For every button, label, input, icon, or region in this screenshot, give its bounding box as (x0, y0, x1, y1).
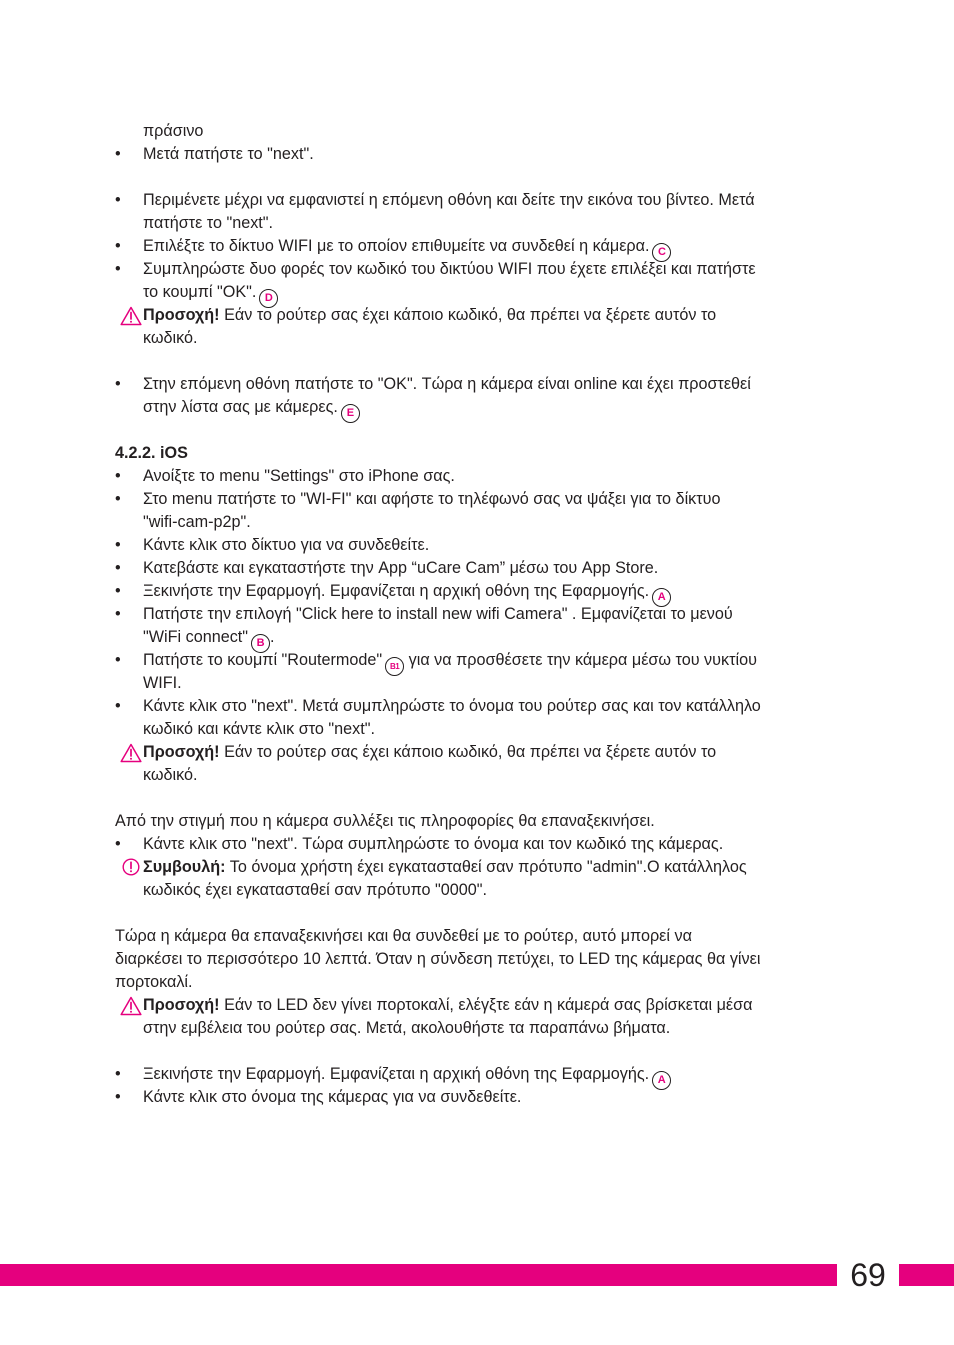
text: Εάν το LED δεν γίνει πορτοκαλί, ελέγξτε εάν η κάμερά σας βρίσκεται μέσα (219, 996, 753, 1014)
warning-label: Προσοχή! (143, 996, 220, 1014)
text-line (115, 281, 845, 304)
text: πορτοκαλί. (115, 973, 193, 991)
bullet: • (115, 490, 121, 508)
text: Εάν το ρούτερ σας έχει κάποιο κωδικό, θα πρέπει να ξέρετε αυτόν το (219, 306, 717, 324)
bullet: • (115, 651, 121, 669)
text: κωδικό. (143, 329, 198, 347)
document-body (115, 120, 845, 1109)
bullet: • (115, 605, 121, 623)
bullet-item (115, 1086, 845, 1109)
text: "wifi-cam-p2p". (143, 513, 251, 531)
warning-icon (120, 306, 142, 326)
bullet: • (115, 559, 121, 577)
text: Συμπληρώστε δυο φορές τον κωδικό του δικτύου WIFI που έχετε επιλέξει και πατήστε (143, 260, 756, 278)
bullet-item (115, 557, 845, 580)
text-line (115, 1017, 845, 1040)
bullet-item (115, 649, 845, 672)
text: Επιλέξτε το δίκτυο WIFI με το οποίον επιθυμείτε να συνδεθεί η κάμερα. (143, 237, 650, 255)
bullet-item (115, 833, 845, 856)
text: για να προσθέσετε την κάμερα μέσω του νυκτίου (404, 651, 757, 669)
text: . (270, 628, 275, 646)
bullet: • (115, 1088, 121, 1106)
text: Εάν το ρούτερ σας έχει κάποιο κωδικό, θα πρέπει να ξέρετε αυτόν το (219, 743, 717, 761)
text: Ξεκινήστε την Εφαρμογή. Εμφανίζεται η αρχική οθόνη της Εφαρμογής. (143, 582, 650, 600)
bullet: • (115, 237, 121, 255)
spacer (115, 902, 845, 925)
text-line (115, 327, 845, 350)
text: πατήστε το "next". (143, 214, 274, 232)
text: WIFI. (143, 674, 182, 692)
spacer (115, 787, 845, 810)
marker-b1: B1 (385, 657, 404, 676)
text: Πατήστε την επιλογή "Click here to install new wifi Camera" . Εμφανίζεται το μενού (143, 605, 733, 623)
text: κωδικός έχει εγκατασταθεί σαν πρότυπο "0000". (143, 881, 488, 899)
bullet: • (115, 536, 121, 554)
bullet: • (115, 697, 121, 715)
text: στην λίστα σας με κάμερες. (143, 398, 338, 416)
marker-e: E (341, 404, 360, 423)
bullet-item (115, 603, 845, 626)
marker-a: A (652, 588, 671, 607)
text-line (115, 971, 845, 994)
text-line (115, 626, 845, 649)
marker-c: C (652, 243, 671, 262)
warning-icon (120, 996, 142, 1016)
bullet-item (115, 143, 845, 166)
text-line (115, 212, 845, 235)
bullet-item (115, 189, 845, 212)
text: Πατήστε το κουμπί "Routermode" (143, 651, 383, 669)
text: Κατεβάστε και εγκαταστήστε την App “uCare Cam” μέσω του App Store. (143, 559, 659, 577)
bullet-item (115, 465, 845, 488)
text-line (115, 718, 845, 741)
text: κωδικό και κάντε κλικ στο "next". (143, 720, 375, 738)
page-number: 69 (850, 1257, 886, 1293)
bullet: • (115, 260, 121, 278)
bullet-item (115, 1063, 845, 1086)
spacer (115, 166, 845, 189)
warning-note (115, 304, 845, 327)
text: πράσινο (143, 122, 204, 140)
text: Κάντε κλικ στο όνομα της κάμερας για να συνδεθείτε. (143, 1088, 522, 1106)
text-line (115, 511, 845, 534)
bullet-item (115, 695, 845, 718)
text: στην εμβέλεια του ρούτερ σας. Μετά, ακολουθήστε τα παραπάνω βήματα. (143, 1019, 671, 1037)
text: Μετά πατήστε το "next". (143, 145, 314, 163)
text: το κουμπί "OK". (143, 283, 257, 301)
text-line (115, 810, 845, 833)
text: κωδικό. (143, 766, 198, 784)
warning-label: Προσοχή! (143, 743, 220, 761)
text: "WiFi connect" (143, 628, 249, 646)
text-line (115, 764, 845, 787)
text: Κάντε κλικ στο "next". Μετά συμπληρώστε το όνομα του ρούτερ σας και τον κατάλληλο (143, 697, 761, 715)
text: Περιμένετε μέχρι να εμφανιστεί η επόμενη οθόνη και δείτε την εικόνα του βίντεο. Μετά (143, 191, 755, 209)
bullet: • (115, 375, 121, 393)
marker-b: B (251, 634, 270, 653)
text: Ξεκινήστε την Εφαρμογή. Εμφανίζεται η αρχική οθόνη της Εφαρμογής. (143, 1065, 650, 1083)
text: Από την στιγμή που η κάμερα συλλέξει τις πληροφορίες θα επαναξεκινήσει. (115, 812, 655, 830)
text: διαρκέσει το περισσότερο 10 λεπτά. Όταν η σύνδεση πετύχει, το LED της κάμερας θα γίνει (115, 950, 761, 968)
warning-label: Προσοχή! (143, 306, 220, 324)
text: Κάντε κλικ στο "next". Τώρα συμπληρώστε το όνομα και τον κωδικό της κάμερας. (143, 835, 724, 853)
warning-note (115, 741, 845, 764)
bullet: • (115, 1065, 121, 1083)
spacer (115, 419, 845, 442)
spacer (115, 1040, 845, 1063)
tip-label: Συμβουλή: (143, 858, 226, 876)
text-line (115, 925, 845, 948)
bullet: • (115, 835, 121, 853)
bullet-item (115, 580, 845, 603)
text-line (115, 948, 845, 971)
bullet-item (115, 373, 845, 396)
marker-a: A (652, 1071, 671, 1090)
bullet-item (115, 534, 845, 557)
text: Το όνομα χρήστη έχει εγκατασταθεί σαν πρότυπο "admin".Ο κατάλληλος (225, 858, 747, 876)
bullet: • (115, 467, 121, 485)
heading-text: 4.2.2. iOS (115, 444, 188, 462)
text-line (115, 120, 845, 143)
bullet-item (115, 235, 845, 258)
text: Ανοίξτε το menu "Settings" στο iPhone σας. (143, 467, 455, 485)
bullet: • (115, 145, 121, 163)
bullet-item (115, 258, 845, 281)
tip-note (115, 856, 845, 879)
warning-note (115, 994, 845, 1017)
text-line (115, 672, 845, 695)
spacer (115, 350, 845, 373)
text: Στο menu πατήστε το "WI-FI" και αφήστε το τηλέφωνό σας να ψάξει για το δίκτυο (143, 490, 721, 508)
tip-icon (122, 858, 140, 876)
section-heading (115, 442, 845, 465)
text: Στην επόμενη οθόνη πατήστε το "OK". Τώρα η κάμερα είναι online και έχει προστεθεί (143, 375, 751, 393)
warning-icon (120, 743, 142, 763)
marker-d: D (259, 289, 278, 308)
text: Κάντε κλικ στο δίκτυο για να συνδεθείτε. (143, 536, 430, 554)
bullet: • (115, 191, 121, 209)
bullet-item (115, 488, 845, 511)
footer-bar (0, 1264, 954, 1286)
text-line (115, 879, 845, 902)
text: Τώρα η κάμερα θα επαναξεκινήσει και θα συνδεθεί με το ρούτερ, αυτό μπορεί να (115, 927, 692, 945)
text-line (115, 396, 845, 419)
bullet: • (115, 582, 121, 600)
